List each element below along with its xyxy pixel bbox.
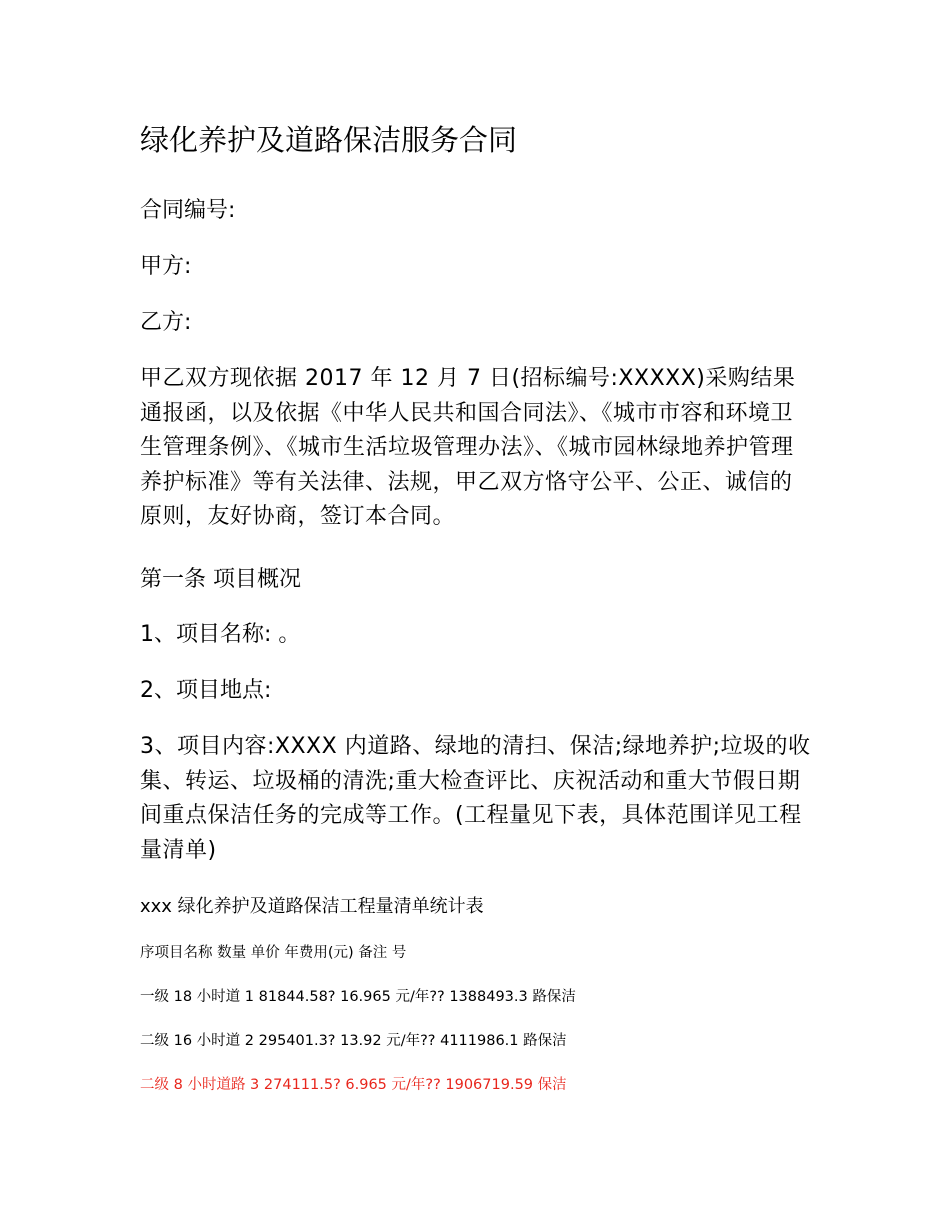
party-a-label: 甲方: [140,254,192,279]
article-1-heading: 第一条 项目概况 [140,567,301,592]
contract-number-label: 合同编号: [140,198,236,223]
item-3-project-content: 3、项目内容:XXXX 内道路、绿地的清扫、保洁;绿地养护;垃圾的收集、转运、垃圾桶的清洗;重大检查评比、庆祝活动和重大节假日期间重点保洁任务的完成等工作。(工程量见下表，具体范围详见工程量清单) [140,734,811,863]
table-title: xxx 绿化养护及道路保洁工程量清单统计表 [140,896,484,917]
document-title: 绿化养护及道路保洁服务合同 [140,123,518,157]
party-b-label: 乙方: [140,310,192,335]
item-2-project-location: 2、项目地点: [140,678,272,703]
table-row: 一级 18 小时道 1 81844.58? 16.965 元/年?? 1388493.3 路保洁 [140,989,576,1005]
table-header: 序项目名称 数量 单价 年费用(元) 备注 号 [140,945,407,961]
item-1-project-name: 1、项目名称: 。 [140,622,301,647]
intro-paragraph: 甲乙双方现依据 2017 年 12 月 7 日(招标编号:XXXXX)采购结果通报函，以及依据《中华人民共和国合同法》、《城市市容和环境卫生管理条例》、《城市生活垃圾管理办法》、《城市园林绿地养护管理养护标准》等有关法律、法规，甲乙双方恪守公平、公正、诚信的原则，友好协商，签订本合同。 [140,366,796,529]
table-row-highlighted: 二级 8 小时道路 3 274111.5? 6.965 元/年?? 1906719.59 保洁 [140,1077,567,1093]
table-row: 二级 16 小时道 2 295401.3? 13.92 元/年?? 4111986.1 路保洁 [140,1033,567,1049]
